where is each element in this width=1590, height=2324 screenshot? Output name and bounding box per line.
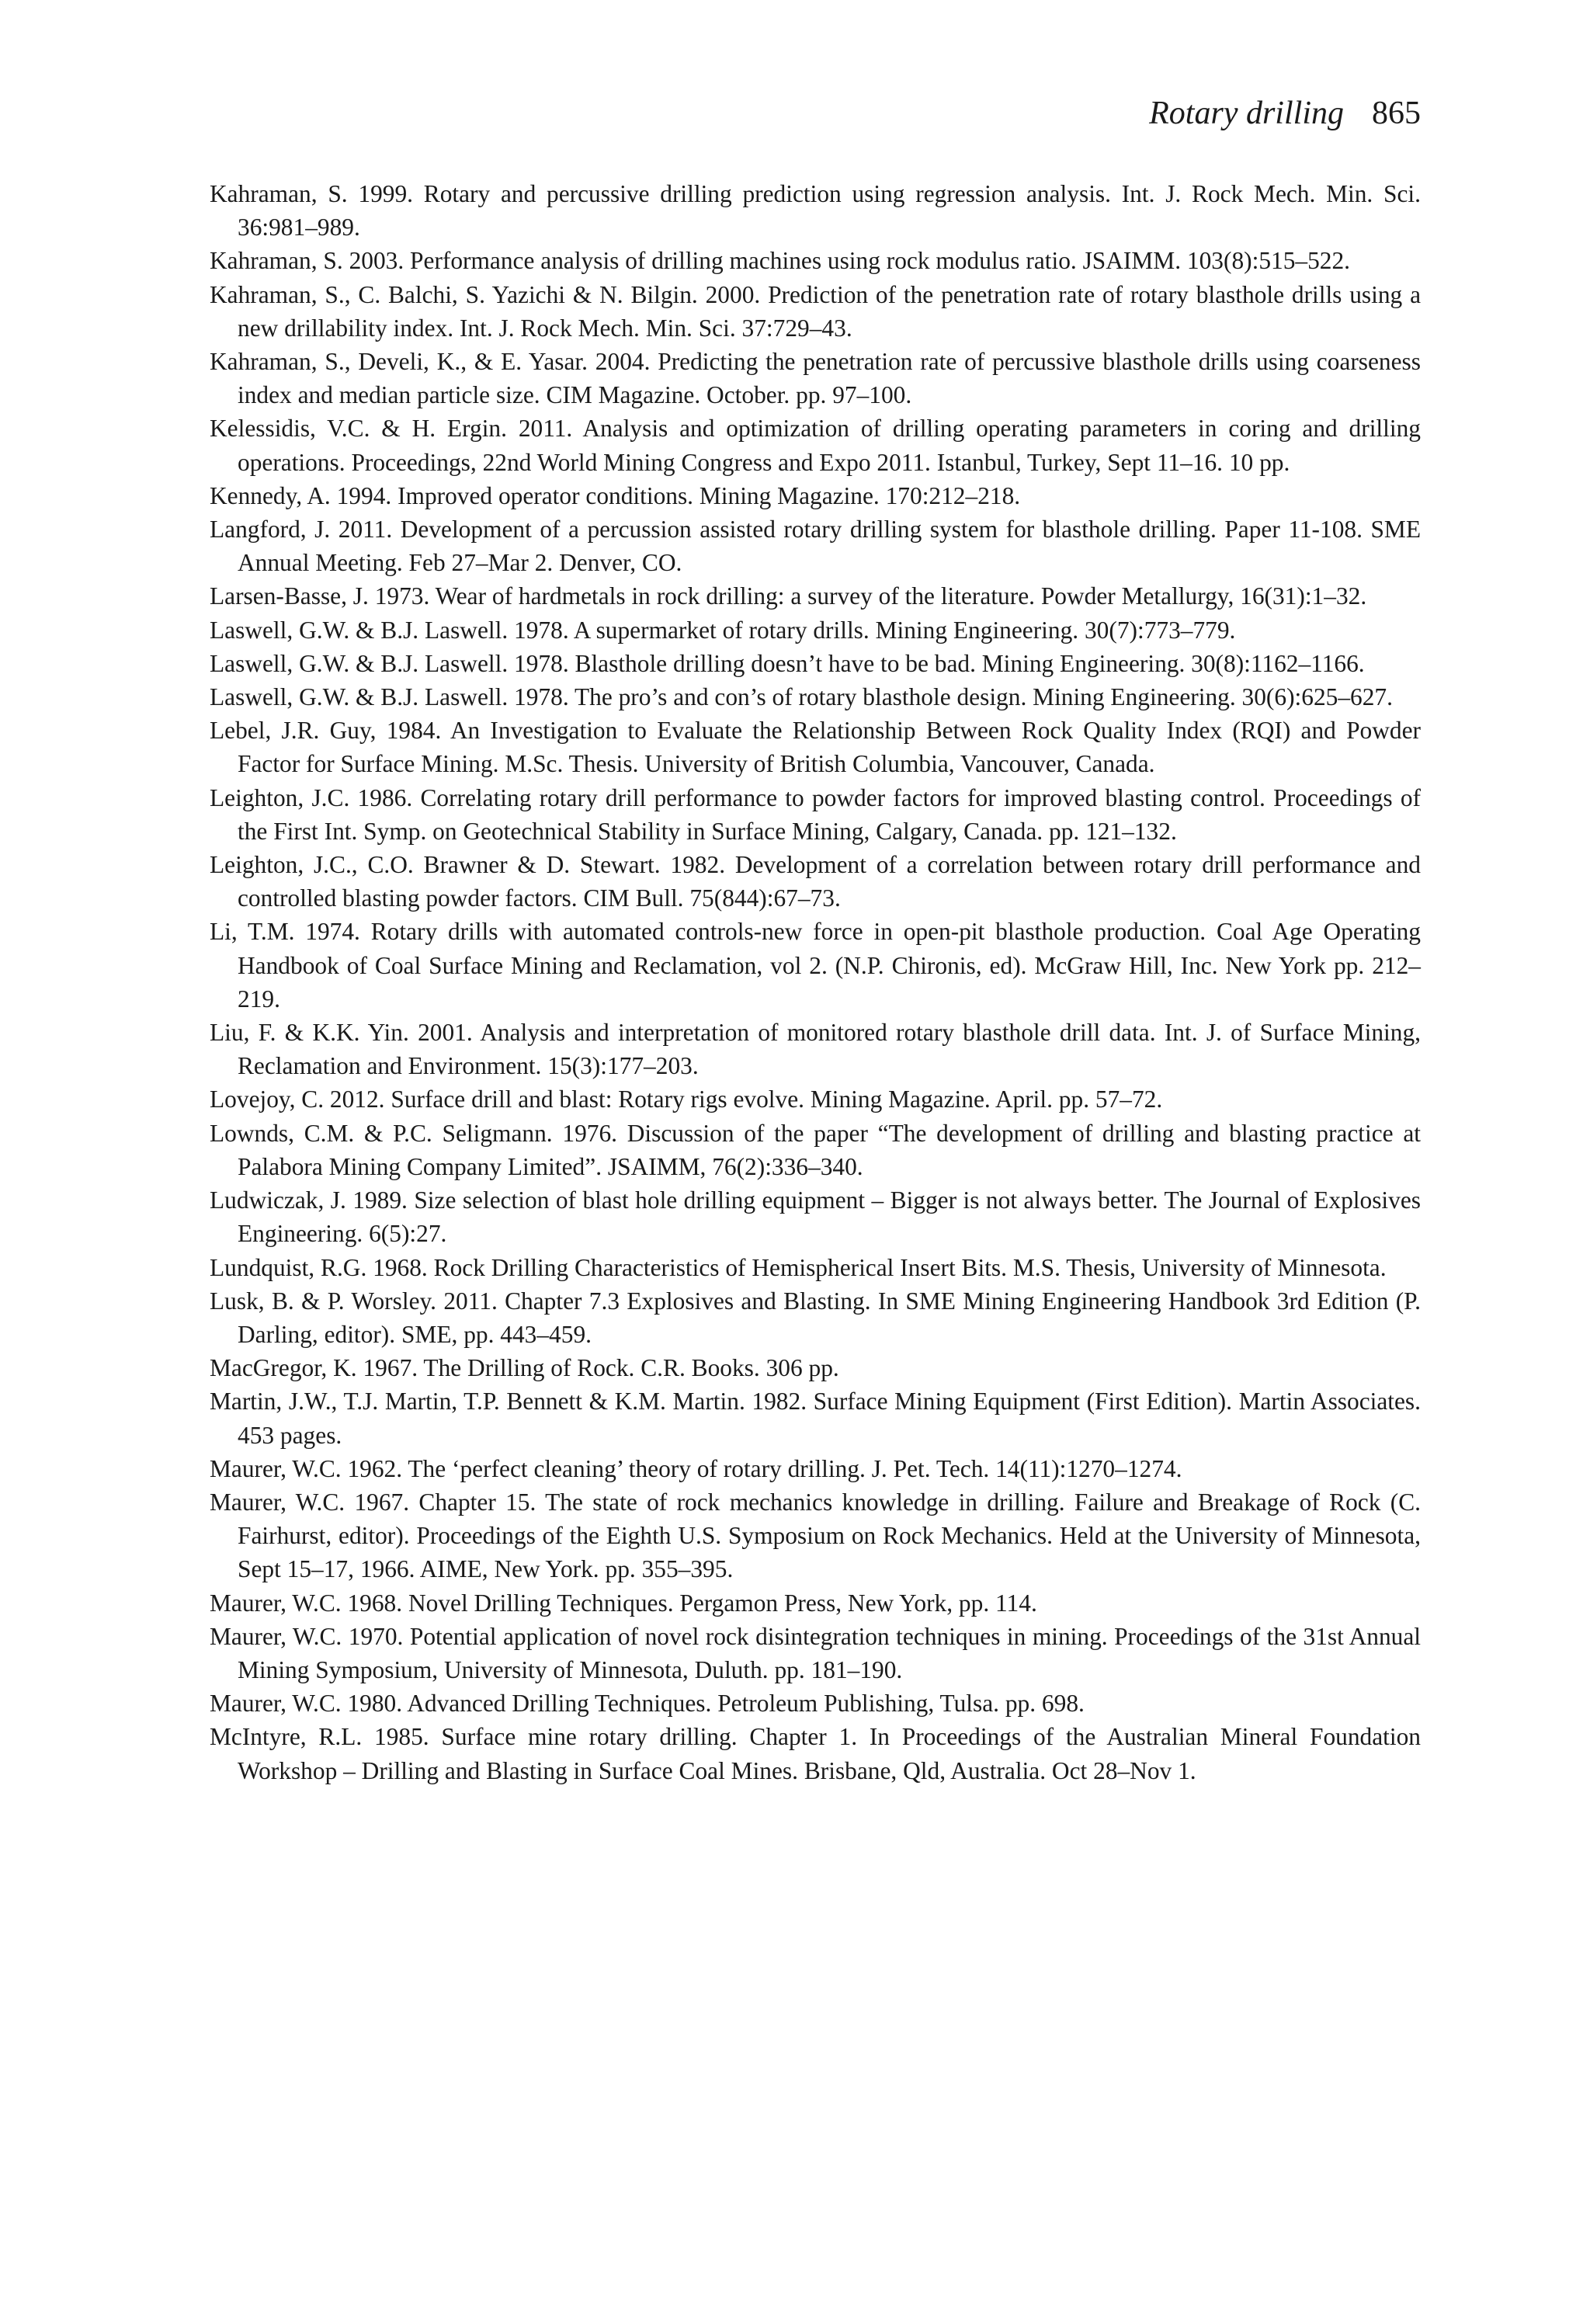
running-head-title: Rotary drilling (1149, 96, 1344, 131)
reference-item: Leighton, J.C. 1986. Correlating rotary drill performance to powder factors for improved blasting control. Proceedings of the First Int. Symp. on Geotechnical Stability in Surface Mining, Calgary, Canada. pp. 121–132. (210, 783, 1421, 845)
reference-item: Liu, F. & K.K. Yin. 2001. Analysis and interpretation of monitored rotary blasthole drill data. Int. J. of Surface Mining, Reclamation and Environment. 15(3):177–203. (210, 1019, 1421, 1080)
reference-item: Lovejoy, C. 2012. Surface drill and blast: Rotary rigs evolve. Mining Magazine. April. pp. 57–72. (210, 1086, 1163, 1113)
reference-item: Kahraman, S. 1999. Rotary and percussive drilling prediction using regression analysis. Int. J. Rock Mech. Min. Sci. 36:981–989. (210, 180, 1421, 241)
reference-item: McIntyre, R.L. 1985. Surface mine rotary drilling. Chapter 1. In Proceedings of the Australian Mineral Foundation Workshop – Drilling and Blasting in Surface Coal Mines. Brisbane, Qld, Australia. Oct 28–Nov 1. (210, 1723, 1421, 1784)
reference-item: Li, T.M. 1974. Rotary drills with automated controls-new force in open-pit blasthole production. Coal Age Operating Handbook of Coal Surface Mining and Reclamation, vol 2. (N.P. Chironis, ed). McGraw Hill, Inc. New York pp. 212–219. (210, 918, 1421, 1013)
reference-item: Lundquist, R.G. 1968. Rock Drilling Characteristics of Hemispherical Insert Bits. M.S. Thesis, University of Minnesota. (210, 1253, 1387, 1281)
reference-item: Martin, J.W., T.J. Martin, T.P. Bennett & K.M. Martin. 1982. Surface Mining Equipment (First Edition). Martin Associates. 453 pages. (210, 1388, 1421, 1449)
reference-item: Kelessidis, V.C. & H. Ergin. 2011. Analysis and optimization of drilling operating parameters in coring and drilling operations. Proceedings, 22nd World Mining Congress and Expo 2011. Istanbul, Turkey, Sept 11–16. 10 pp. (210, 415, 1421, 476)
reference-item: MacGregor, K. 1967. The Drilling of Rock. C.R. Books. 306 pp. (210, 1354, 839, 1382)
reference-item: Maurer, W.C. 1968. Novel Drilling Techniques. Pergamon Press, New York, pp. 114. (210, 1589, 1037, 1617)
reference-item: Kahraman, S. 2003. Performance analysis of drilling machines using rock modulus ratio. JSAIMM. 103(8):515–522. (210, 247, 1351, 275)
reference-item: Larsen-Basse, J. 1973. Wear of hardmetals in rock drilling: a survey of the literature. Powder Metallurgy, 16(31):1–32. (210, 582, 1367, 610)
reference-item: Laswell, G.W. & B.J. Laswell. 1978. The pro’s and con’s of rotary blasthole design. Mining Engineering. 30(6):625–627. (210, 683, 1393, 711)
reference-list (210, 177, 1421, 1787)
reference-item: Ludwiczak, J. 1989. Size selection of blast hole drilling equipment – Bigger is not always better. The Journal of Explosives Engineering. 6(5):27. (210, 1186, 1421, 1248)
reference-item: Maurer, W.C. 1967. Chapter 15. The state of rock mechanics knowledge in drilling. Failure and Breakage of Rock (C. Fairhurst, editor). Proceedings of the Eighth U.S. Symposium on Rock Mechanics. Held at the University of Minnesota, Sept 15–17, 1966. AIME, New York. pp. 355–395. (210, 1488, 1421, 1583)
reference-item: Kahraman, S., Develi, K., & E. Yasar. 2004. Predicting the penetration rate of percussive blasthole drills using coarseness index and median particle size. CIM Magazine. October. pp. 97–100. (210, 348, 1421, 409)
reference-item: Lusk, B. & P. Worsley. 2011. Chapter 7.3 Explosives and Blasting. In SME Mining Engineering Handbook 3rd Edition (P. Darling, editor). SME, pp. 443–459. (210, 1287, 1421, 1348)
reference-item: Kahraman, S., C. Balchi, S. Yazichi & N. Bilgin. 2000. Prediction of the penetration rate of rotary blasthole drills using a new drillability index. Int. J. Rock Mech. Min. Sci. 37:729–43. (210, 280, 1421, 342)
reference-item: Langford, J. 2011. Development of a percussion assisted rotary drilling system for blasthole drilling. Paper 11-108. SME Annual Meeting. Feb 27–Mar 2. Denver, CO. (210, 516, 1421, 577)
reference-item: Laswell, G.W. & B.J. Laswell. 1978. Blasthole drilling doesn’t have to be bad. Mining Engineering. 30(8):1162–1166. (210, 649, 1365, 677)
running-head (1149, 92, 1421, 135)
reference-item: Maurer, W.C. 1962. The ‘perfect cleaning’ theory of rotary drilling. J. Pet. Tech. 14(11):1270–1274. (210, 1454, 1182, 1482)
reference-item: Laswell, G.W. & B.J. Laswell. 1978. A supermarket of rotary drills. Mining Engineering. 30(7):773–779. (210, 616, 1236, 644)
reference-item: Kennedy, A. 1994. Improved operator conditions. Mining Magazine. 170:212–218. (210, 481, 1021, 509)
reference-item: Maurer, W.C. 1970. Potential application of novel rock disintegration techniques in mining. Proceedings of the 31st Annual Mining Symposium, University of Minnesota, Duluth. pp. 181–190. (210, 1622, 1421, 1683)
reference-item: Lownds, C.M. & P.C. Seligmann. 1976. Discussion of the paper “The development of drilling and blasting practice at Palabora Mining Company Limited”. JSAIMM, 76(2):336–340. (210, 1119, 1421, 1180)
reference-item: Lebel, J.R. Guy, 1984. An Investigation to Evaluate the Relationship Between Rock Quality Index (RQI) and Powder Factor for Surface Mining. M.Sc. Thesis. University of British Columbia, Vancouver, Canada. (210, 717, 1421, 778)
page-number: 865 (1372, 96, 1421, 131)
reference-item: Leighton, J.C., C.O. Brawner & D. Stewart. 1982. Development of a correlation between rotary drill performance and controlled blasting powder factors. CIM Bull. 75(844):67–73. (210, 851, 1421, 912)
reference-item: Maurer, W.C. 1980. Advanced Drilling Techniques. Petroleum Publishing, Tulsa. pp. 698. (210, 1690, 1085, 1718)
